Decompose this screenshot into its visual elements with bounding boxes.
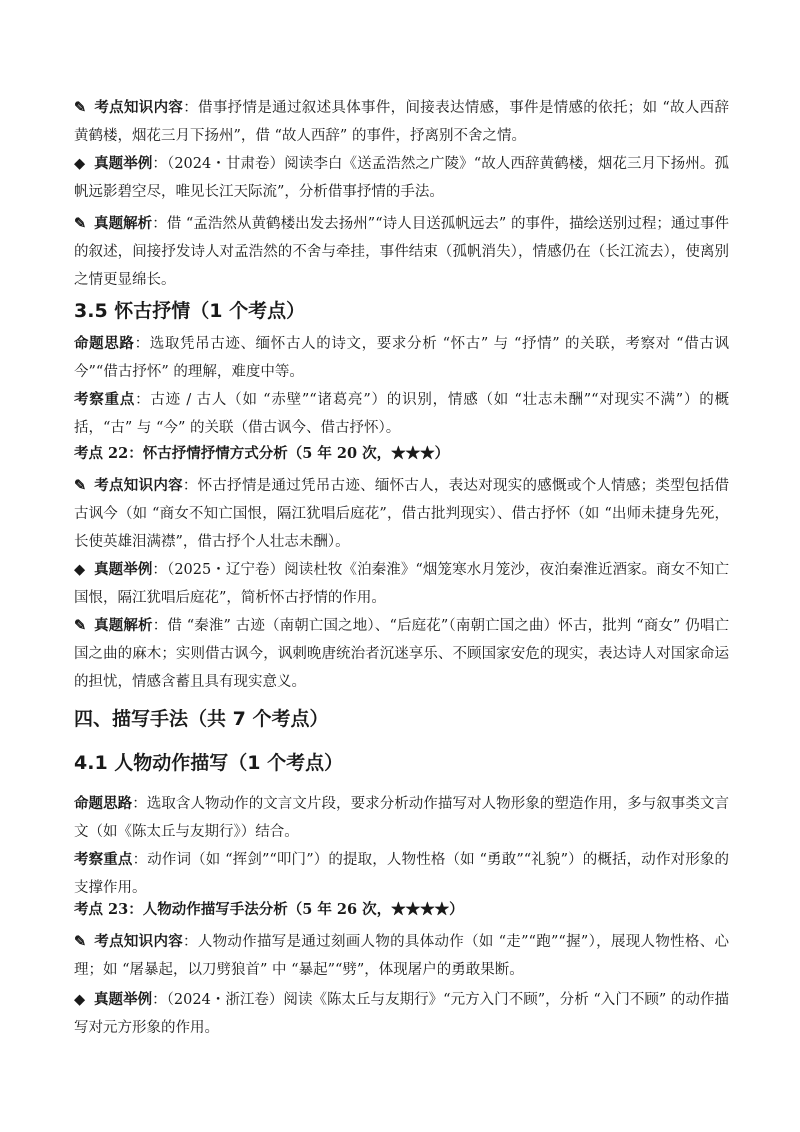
example-paragraph [74,986,729,1042]
paragraph-text: ：（2024・浙江卷）阅读《陈太丘与友期行》“元方入门不顾”，分析 “入门不顾” 的动作描写对元方形象的作用。 [74,992,729,1036]
paragraph-label: 考察重点 [74,391,136,408]
paragraph-text: ：借事抒情是通过叙述具体事件，间接表达情感，事件是情感的依托；如 “故人西辞黄鹤楼，烟花三月下扬州”，借 “故人西辞” 的事件，抒离别不舍之情。 [74,100,729,144]
paragraph-label: 考点知识内容 [94,933,184,950]
paragraph-text: ：古迹 / 古人（如 “赤壁”“诸葛亮”）的识别，情感（如 “壮志未酬”“对现实不满”）的概括，“古” 与 “今” 的关联（借古讽今、借古抒怀）。 [74,392,730,436]
paragraph-label: 真题解析 [94,617,153,634]
section-heading-3-5: 3.5 怀古抒情（1 个考点） [74,300,306,322]
knowledge-paragraph [74,472,729,556]
knowledge-paragraph [74,928,729,984]
paragraph-text: ：借 “秦淮” 古迹（南朝亡国之地）、“后庭花”（南朝亡国之曲）怀古，批判 “商女” 仍唱亡国之曲的麻木；实则借古讽今，讽刺晚唐统治者沉迷享乐、不顾国家安危的现实，表达诗人对国家命运的担忧，情感含蓄且具有现实意义。 [74,618,729,690]
proposition-paragraph [74,330,729,386]
paragraph-label: 考点知识内容 [94,99,184,116]
chapter-heading-4: 四、描写手法（共 7 个考点） [74,708,329,730]
paragraph-text: ：动作词（如 “挥剑”“叩门”）的提取，人物性格（如 “勇敢”“礼貌”）的概括，动作对形象的支撑作用。 [74,852,729,896]
pencil-icon: ✎ [74,933,87,950]
diamond-icon: ◆ [74,991,86,1008]
focus-paragraph [74,386,729,442]
diamond-icon: ◆ [74,561,86,578]
pencil-icon: ✎ [74,99,87,116]
paragraph-label: 真题举例 [94,991,153,1008]
paragraph-label: 考察重点 [74,851,133,868]
exam-point-23-title: 考点 23：人物动作描写手法分析（5 年 26 次，★★★★） [74,901,464,918]
exam-point-22-title: 考点 22：怀古抒情抒情方式分析（5 年 20 次，★★★） [74,445,450,462]
analysis-paragraph [74,210,729,294]
paragraph-label: 考点知识内容 [94,477,183,494]
pencil-icon: ✎ [74,477,87,494]
paragraph-label: 命题思路 [74,335,135,352]
paragraph-text: ：选取凭吊古迹、缅怀古人的诗文，要求分析 “怀古” 与 “抒情” 的关联，考察对 “借古讽今”“借古抒怀” 的理解，难度中等。 [74,336,730,380]
paragraph-label: 真题举例 [94,561,153,578]
knowledge-paragraph [74,94,729,150]
paragraph-label: 真题解析 [94,215,153,232]
section-heading-4-1: 4.1 人物动作描写（1 个考点） [74,752,344,774]
paragraph-label: 命题思路 [74,795,133,812]
paragraph-text: ：借 “孟浩然从黄鹤楼出发去扬州”“诗人目送孤帆远去” 的事件，描绘送别过程；通过事件的叙述，间接抒发诗人对孟浩然的不舍与牵挂，事件结束（孤帆消失），情感仍在（长江流去），使离别之情更显绵长。 [74,216,729,288]
focus-paragraph [74,846,729,902]
paragraph-text: ：选取含人物动作的文言文片段，要求分析动作描写对人物形象的塑造作用，多与叙事类文言文（如《陈太丘与友期行》）结合。 [74,796,730,840]
diamond-icon: ◆ [74,155,86,172]
pencil-icon: ✎ [74,617,87,634]
example-paragraph [74,150,729,206]
paragraph-text: ：怀古抒情是通过凭吊古迹、缅怀古人，表达对现实的感慨或个人情感；类型包括借古讽今（如 “商女不知亡国恨，隔江犹唱后庭花”，借古批判现实）、借古抒怀（如 “出师未捷身先死，长使英雄泪满襟”，借古抒个人壮志未酬）。 [74,478,729,550]
paragraph-text: ：人物动作描写是通过刻画人物的具体动作（如 “走”“跑”“握”），展现人物性格、心理；如 “屠暴起，以刀劈狼首” 中 “暴起”“劈”，体现屠户的勇敢果断。 [74,934,729,978]
paragraph-text: ：（2025・辽宁卷）阅读杜牧《泊秦淮》“烟笼寒水月笼沙，夜泊秦淮近酒家。商女不知亡国恨，隔江犹唱后庭花”，简析怀古抒情的作用。 [74,562,730,606]
proposition-paragraph [74,790,729,846]
paragraph-text: ：（2024・甘肃卷）阅读李白《送孟浩然之广陵》“故人西辞黄鹤楼，烟花三月下扬州。孤帆远影碧空尽，唯见长江天际流”，分析借事抒情的手法。 [74,156,730,200]
example-paragraph [74,556,729,612]
paragraph-label: 真题举例 [94,155,153,172]
pencil-icon: ✎ [74,215,87,232]
analysis-paragraph [74,612,729,696]
